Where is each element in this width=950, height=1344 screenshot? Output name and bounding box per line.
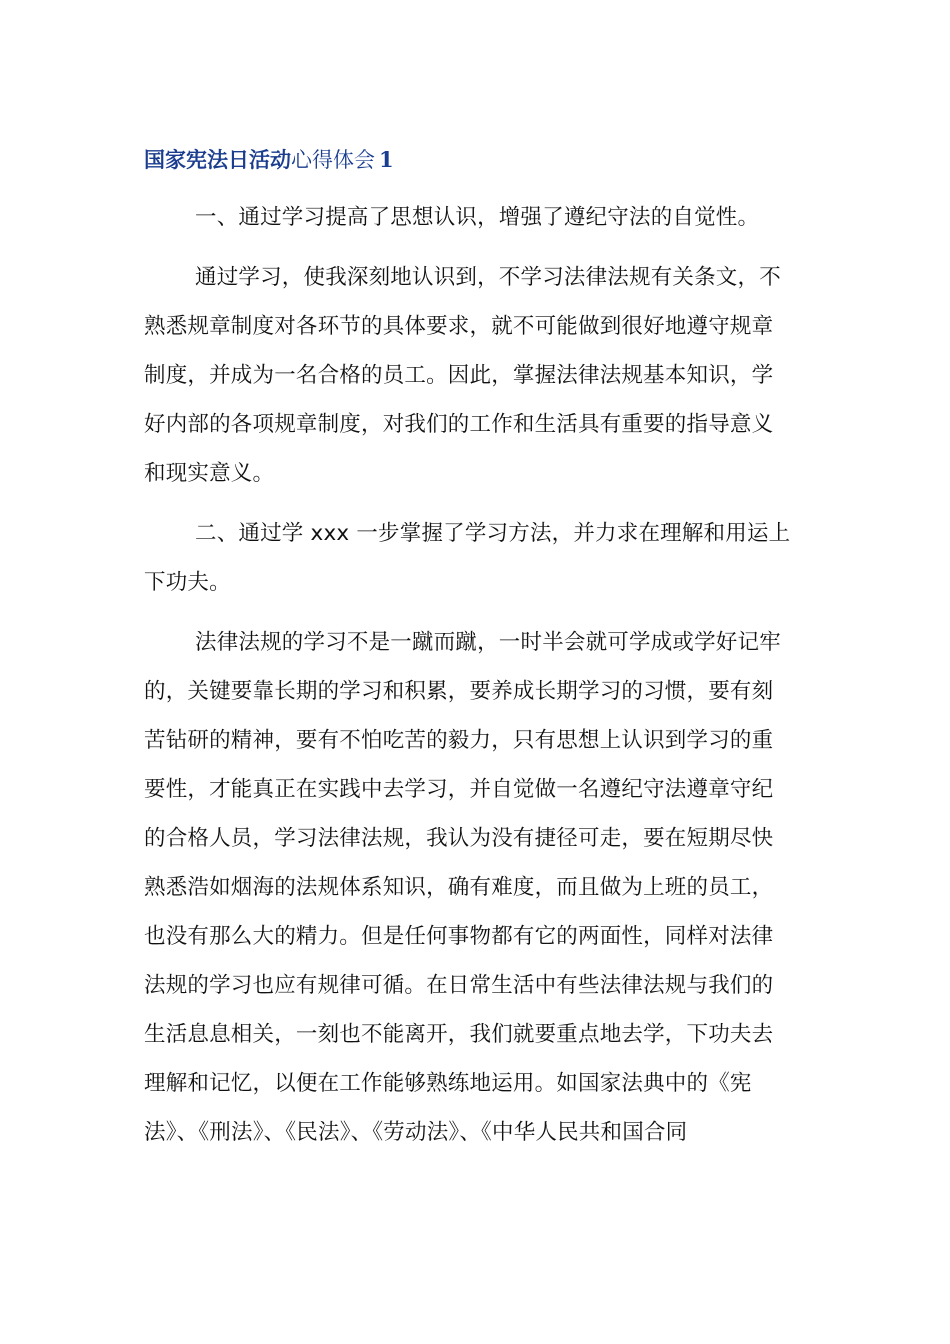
paragraph-heading-2 [144,509,808,607]
paragraph-line: 好内部的各项规章制度，对我们的工作和生活具有重要的指导意义 [144,412,774,437]
paragraph-body-2 [144,618,808,1157]
paragraph-line: 苦钻研的精神，要有不怕吃苦的毅力，只有思想上认识到学习的重 [144,728,774,753]
paragraph-heading-1 [144,193,808,242]
paragraph-line: 熟悉浩如烟海的法规体系知识，确有难度，而且做为上班的员工， [144,875,774,900]
paragraph-line: 一、通过学习提高了思想认识，增强了遵纪守法的自觉性。 [195,205,760,230]
paragraph-line: 制度，并成为一名合格的员工。因此，掌握法律法规基本知识，学 [144,363,774,388]
paragraph-line: 法律法规的学习不是一蹴而蹴，一时半会就可学成或学好记牢 [195,630,781,655]
paragraph-line: 的，关键要靠长期的学习和积累，要养成长期学习的习惯，要有刻 [144,679,774,704]
paragraph-line: 法规的学习也应有规律可循。在日常生活中有些法律法规与我们的 [144,973,774,998]
paragraph-line: 理解和记忆，以便在工作能够熟练地运用。如国家法典中的《宪 [144,1071,752,1096]
title-main: 国家宪法日活动 [144,148,291,172]
paragraph-line: 熟悉规章制度对各环节的具体要求，就不可能做到很好地遵守规章 [144,314,774,339]
paragraph-line: 生活息息相关，一刻也不能离开，我们就要重点地去学，下功夫去 [144,1022,774,1047]
paragraph-line: 二、通过学 xxx 一步掌握了学习方法，并力求在理解和用运上 [195,521,791,546]
paragraph-line: 的合格人员，学习法律法规，我认为没有捷径可走，要在短期尽快 [144,826,774,851]
paragraph-line: 和现实意义。 [144,461,275,486]
title-sub: 心得体会 [291,148,375,172]
paragraph-line: 法》、《刑法》、《民法》、《劳动法》、《中华人民共和国合同 [144,1120,688,1145]
paragraph-line: 也没有那么大的精力。但是任何事物都有它的两面性，同样对法律 [144,924,774,949]
document-page [144,140,808,1157]
document-title [144,140,808,180]
paragraph-line: 要性，才能真正在实践中去学习，并自觉做一名遵纪守法遵章守纪 [144,777,774,802]
paragraph-line: 下功夫。 [144,570,231,595]
title-number: 1 [379,147,394,172]
paragraph-body-1 [144,253,808,498]
paragraph-line: 通过学习，使我深刻地认识到，不学习法律法规有关条文，不 [195,265,781,290]
